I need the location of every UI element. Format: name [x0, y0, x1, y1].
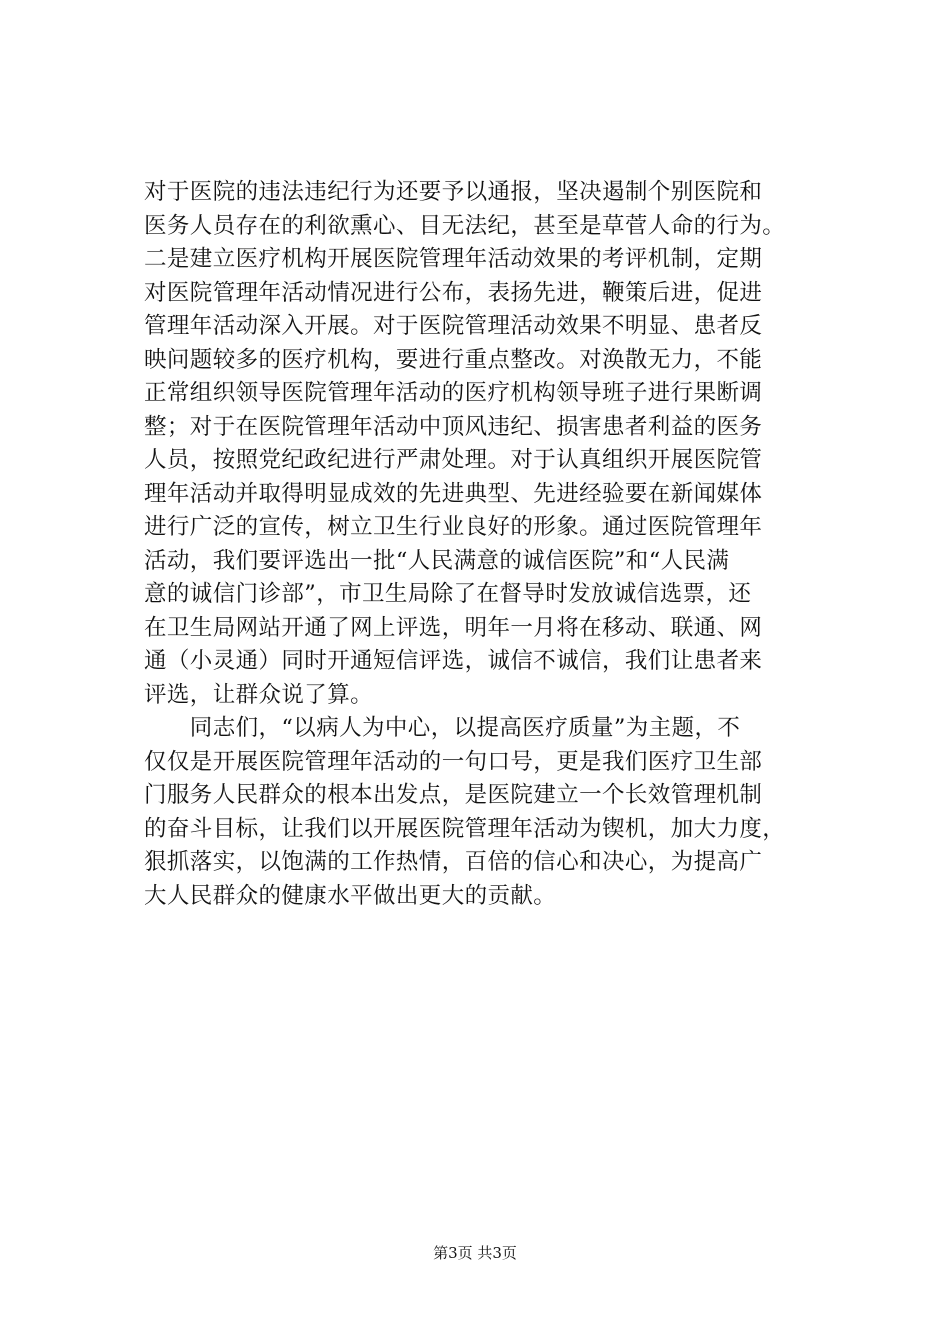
text-line: 通（小灵通）同时开通短信评选，诚信不诚信，我们让患者来	[144, 648, 763, 674]
text-line: 对于医院的违法违纪行为还要予以通报，坚决遏制个别医院和	[144, 179, 763, 205]
text-line: 大人民群众的健康水平做出更大的贡献。	[144, 882, 557, 909]
text-line: 人员，按照党纪政纪进行严肃处理。对于认真组织开展医院管	[144, 447, 763, 473]
text-line: 对医院管理年活动情况进行公布，表扬先进，鞭策后进，促进	[144, 279, 763, 306]
text-line: 的奋斗目标，让我们以开展医院管理年活动为锲机，加大力度，	[144, 815, 786, 842]
text-line: 同志们，“以病人为中心，以提高医疗质量”为主题，不	[144, 715, 741, 741]
text-line: 管理年活动深入开展。对于医院管理活动效果不明显、患者反	[144, 313, 763, 339]
body-text	[144, 176, 834, 913]
text-line: 意的诚信门诊部”，市卫生局除了在督导时发放诚信选票，还	[144, 581, 752, 607]
page-number-footer: 第3页 共3页	[433, 1244, 517, 1262]
text-line: 狠抓落实，以饱满的工作热情，百倍的信心和决心，为提高广	[144, 849, 763, 875]
text-line: 映问题较多的医疗机构，要进行重点整改。对涣散无力，不能	[144, 346, 763, 373]
text-line: 门服务人民群众的根本出发点，是医院建立一个长效管理机制	[144, 782, 763, 808]
text-line: 进行广泛的宣传，树立卫生行业良好的形象。通过医院管理年	[144, 514, 763, 540]
text-line: 医务人员存在的利欲熏心、目无法纪，甚至是草菅人命的行为。	[144, 212, 786, 239]
text-line: 正常组织领导医院管理年活动的医疗机构领导班子进行果断调	[144, 380, 763, 406]
text-line: 整；对于在医院管理年活动中顶风违纪、损害患者利益的医务	[144, 413, 763, 440]
text-line: 评选，让群众说了算。	[144, 681, 374, 708]
text-line: 在卫生局网站开通了网上评选，明年一月将在移动、联通、网	[144, 614, 763, 641]
text-line: 理年活动并取得明显成效的先进典型、先进经验要在新闻媒体	[144, 480, 763, 507]
text-line: 仅仅是开展医院管理年活动的一句口号，更是我们医疗卫生部	[144, 748, 763, 775]
text-line: 二是建立医疗机构开展医院管理年活动效果的考评机制，定期	[144, 246, 763, 272]
text-line: 活动，我们要评选出一批“人民满意的诚信医院”和“人民满	[144, 547, 730, 574]
